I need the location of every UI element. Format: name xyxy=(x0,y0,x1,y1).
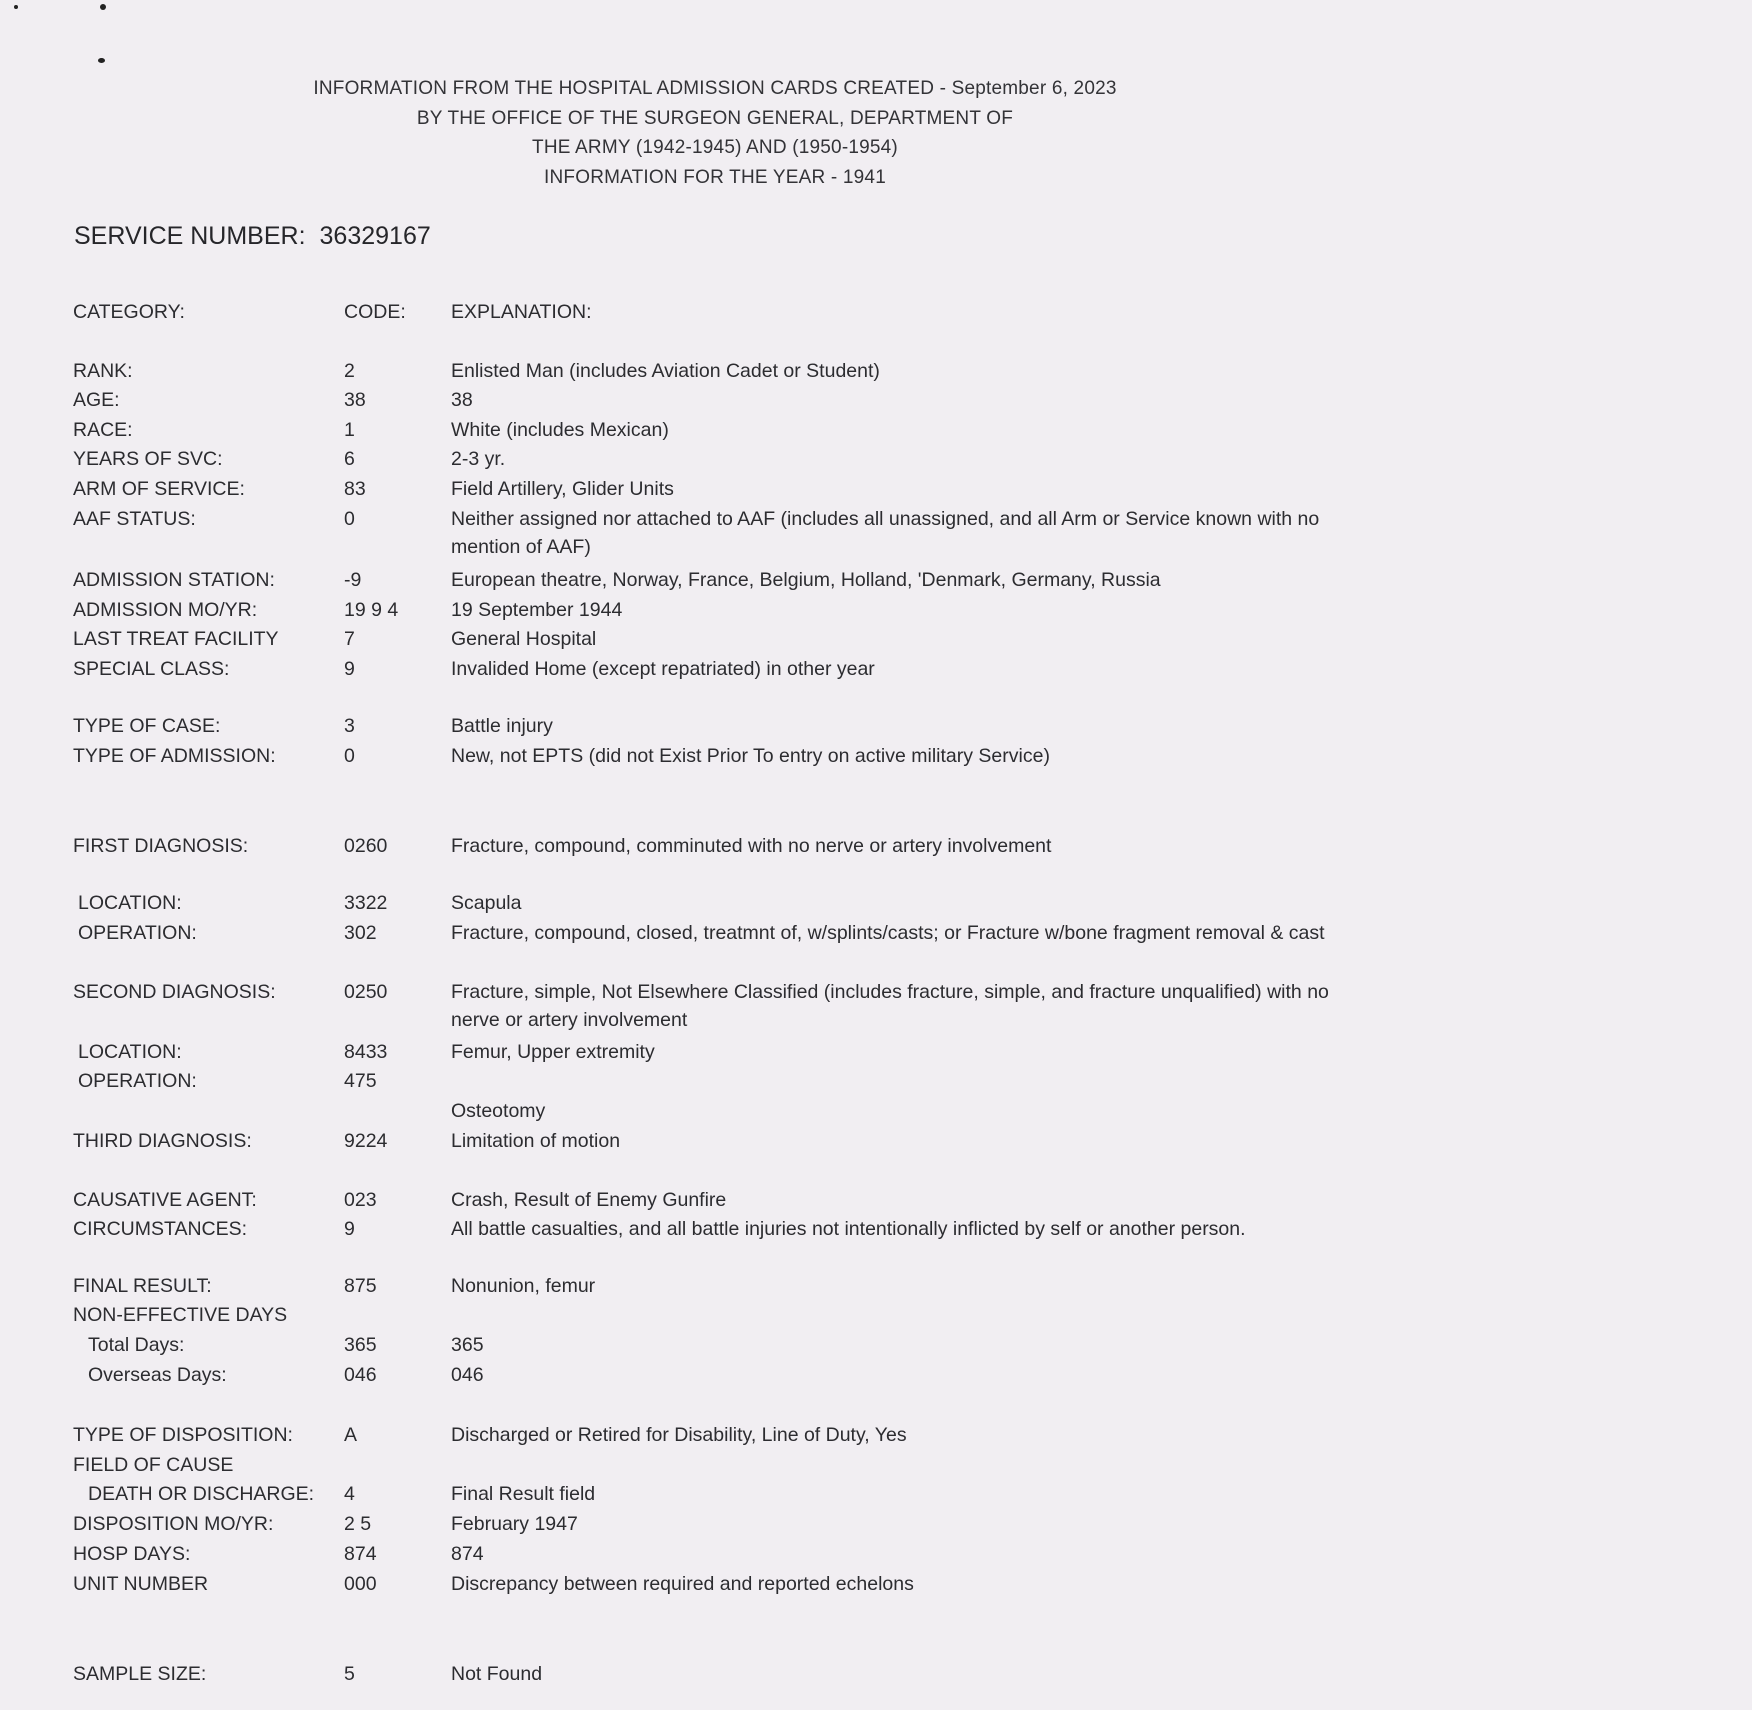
row-explanation: Osteotomy xyxy=(451,1100,546,1122)
service-number-line xyxy=(74,222,431,251)
service-number-label: SERVICE NUMBER: xyxy=(74,222,306,250)
row-code: 2 xyxy=(344,360,355,382)
row-explanation: Not Found xyxy=(451,1663,543,1685)
row-explanation: 046 xyxy=(451,1364,484,1386)
row-explanation: Crash, Result of Enemy Gunfire xyxy=(451,1189,727,1211)
row-code: 023 xyxy=(344,1189,377,1211)
row-category: RACE: xyxy=(73,419,133,441)
scan-speck xyxy=(100,4,106,10)
row-category: SPECIAL CLASS: xyxy=(73,658,230,680)
row-category: FIRST DIAGNOSIS: xyxy=(73,835,249,857)
row-explanation: New, not EPTS (did not Exist Prior To entry on active military Service) xyxy=(451,745,1050,767)
row-explanation: Limitation of motion xyxy=(451,1130,621,1152)
row-code: 046 xyxy=(344,1364,377,1386)
document-header xyxy=(0,74,1430,192)
row-category: NON-EFFECTIVE DAYS xyxy=(73,1304,288,1326)
row-category: Total Days: xyxy=(88,1334,185,1356)
row-code: 875 xyxy=(344,1275,377,1297)
row-category: AGE: xyxy=(73,389,120,411)
column-header-code: CODE: xyxy=(344,301,406,323)
row-code: 3 xyxy=(344,715,355,737)
row-category: TYPE OF CASE: xyxy=(73,715,221,737)
row-category: OPERATION: xyxy=(78,1070,197,1092)
row-category: YEARS OF SVC: xyxy=(73,448,223,470)
row-code: 874 xyxy=(344,1543,377,1565)
row-category: FINAL RESULT: xyxy=(73,1275,212,1297)
row-explanation: Fracture, simple, Not Elsewhere Classified (includes fracture, simple, and fracture unqualified) with no nerve or artery involvement xyxy=(451,981,1329,1031)
row-code: 7 xyxy=(344,628,355,650)
row-explanation: 38 xyxy=(451,389,473,411)
row-code: 3322 xyxy=(344,892,388,914)
row-category: TYPE OF DISPOSITION: xyxy=(73,1424,293,1446)
row-category: LOCATION: xyxy=(78,1041,182,1063)
header-line-4: INFORMATION FOR THE YEAR - 1941 xyxy=(544,166,886,188)
row-code: 38 xyxy=(344,389,366,411)
row-code: 365 xyxy=(344,1334,377,1356)
row-category: FIELD OF CAUSE xyxy=(73,1454,234,1476)
row-category: SECOND DIAGNOSIS: xyxy=(73,981,276,1003)
service-number-value: 36329167 xyxy=(319,222,431,250)
row-explanation: 2-3 yr. xyxy=(451,448,506,470)
row-code: 0 xyxy=(344,508,355,530)
row-category: AAF STATUS: xyxy=(73,508,196,530)
row-explanation: White (includes Mexican) xyxy=(451,419,669,441)
row-category: OPERATION: xyxy=(78,922,197,944)
row-code: 5 xyxy=(344,1663,355,1685)
header-line-3: THE ARMY (1942-1945) AND (1950-1954) xyxy=(532,137,898,158)
row-code: 1 xyxy=(344,419,355,441)
row-explanation: 365 xyxy=(451,1334,484,1356)
row-explanation: Neither assigned nor attached to AAF (includes all unassigned, and all Arm or Service known with no mention of AAF) xyxy=(451,508,1320,558)
row-code: -9 xyxy=(344,569,362,591)
row-code: 83 xyxy=(344,478,366,500)
row-code: 9 xyxy=(344,658,355,680)
header-line-1: INFORMATION FROM THE HOSPITAL ADMISSION CARDS CREATED - September 6, 2023 xyxy=(313,78,1117,99)
row-explanation: Battle injury xyxy=(451,715,553,737)
row-explanation: Scapula xyxy=(451,892,522,914)
column-header-explanation: EXPLANATION: xyxy=(451,301,592,323)
row-category: ADMISSION MO/YR: xyxy=(73,599,258,621)
row-code: 2 5 xyxy=(344,1513,372,1535)
row-explanation: Field Artillery, Glider Units xyxy=(451,478,674,500)
row-explanation: General Hospital xyxy=(451,628,597,650)
scan-speck xyxy=(98,58,105,63)
header-line-2: BY THE OFFICE OF THE SURGEON GENERAL, DEPARTMENT OF xyxy=(416,107,1014,129)
row-explanation: Invalided Home (except repatriated) in other year xyxy=(451,658,875,680)
column-header-category: CATEGORY: xyxy=(73,301,185,323)
row-code: 0260 xyxy=(344,835,388,857)
row-category: RANK: xyxy=(73,360,133,382)
row-category: LAST TREAT FACILITY xyxy=(73,628,279,650)
row-explanation: European theatre, Norway, France, Belgium, Holland, 'Denmark, Germany, Russia xyxy=(451,569,1161,591)
row-explanation: Femur, Upper extremity xyxy=(451,1041,655,1063)
row-code: 6 xyxy=(344,448,355,470)
row-explanation: February 1947 xyxy=(451,1513,578,1535)
row-code: 19 9 4 xyxy=(344,599,399,621)
row-code: 9224 xyxy=(344,1130,388,1152)
row-code: 8433 xyxy=(344,1041,388,1063)
row-code: 000 xyxy=(344,1573,377,1595)
row-category: ADMISSION STATION: xyxy=(73,569,275,591)
row-explanation: Fracture, compound, comminuted with no nerve or artery involvement xyxy=(451,835,1052,857)
row-code: 0250 xyxy=(344,981,388,1003)
row-category: CIRCUMSTANCES: xyxy=(73,1218,248,1240)
row-explanation: 874 xyxy=(451,1543,484,1565)
row-code: A xyxy=(344,1424,358,1446)
row-code: 9 xyxy=(344,1218,355,1240)
row-explanation: 19 September 1944 xyxy=(451,599,623,621)
row-category: ARM OF SERVICE: xyxy=(73,478,245,500)
row-explanation: All battle casualties, and all battle injuries not intentionally inflicted by self or another person. xyxy=(451,1218,1246,1240)
row-explanation: Discharged or Retired for Disability, Line of Duty, Yes xyxy=(451,1424,907,1446)
row-category: DISPOSITION MO/YR: xyxy=(73,1513,274,1535)
row-category: SAMPLE SIZE: xyxy=(73,1663,207,1685)
row-category: UNIT NUMBER xyxy=(73,1573,209,1595)
row-explanation: Discrepancy between required and reported echelons xyxy=(451,1573,914,1595)
row-explanation: Enlisted Man (includes Aviation Cadet or Student) xyxy=(451,360,880,382)
row-explanation: Fracture, compound, closed, treatmnt of, w/splints/casts; or Fracture w/bone fragment removal & cast xyxy=(451,922,1325,944)
row-explanation: Nonunion, femur xyxy=(451,1275,596,1297)
row-category: HOSP DAYS: xyxy=(73,1543,191,1565)
row-code: 475 xyxy=(344,1070,377,1092)
row-explanation: Final Result field xyxy=(451,1483,596,1505)
row-category: THIRD DIAGNOSIS: xyxy=(73,1130,252,1152)
row-category: DEATH OR DISCHARGE: xyxy=(88,1483,315,1505)
row-category: Overseas Days: xyxy=(88,1364,227,1386)
row-category: CAUSATIVE AGENT: xyxy=(73,1189,257,1211)
row-category: TYPE OF ADMISSION: xyxy=(73,745,276,767)
row-category: LOCATION: xyxy=(78,892,182,914)
scan-speck xyxy=(14,5,18,9)
row-code: 302 xyxy=(344,922,377,944)
row-code: 0 xyxy=(344,745,355,767)
row-code: 4 xyxy=(344,1483,355,1505)
